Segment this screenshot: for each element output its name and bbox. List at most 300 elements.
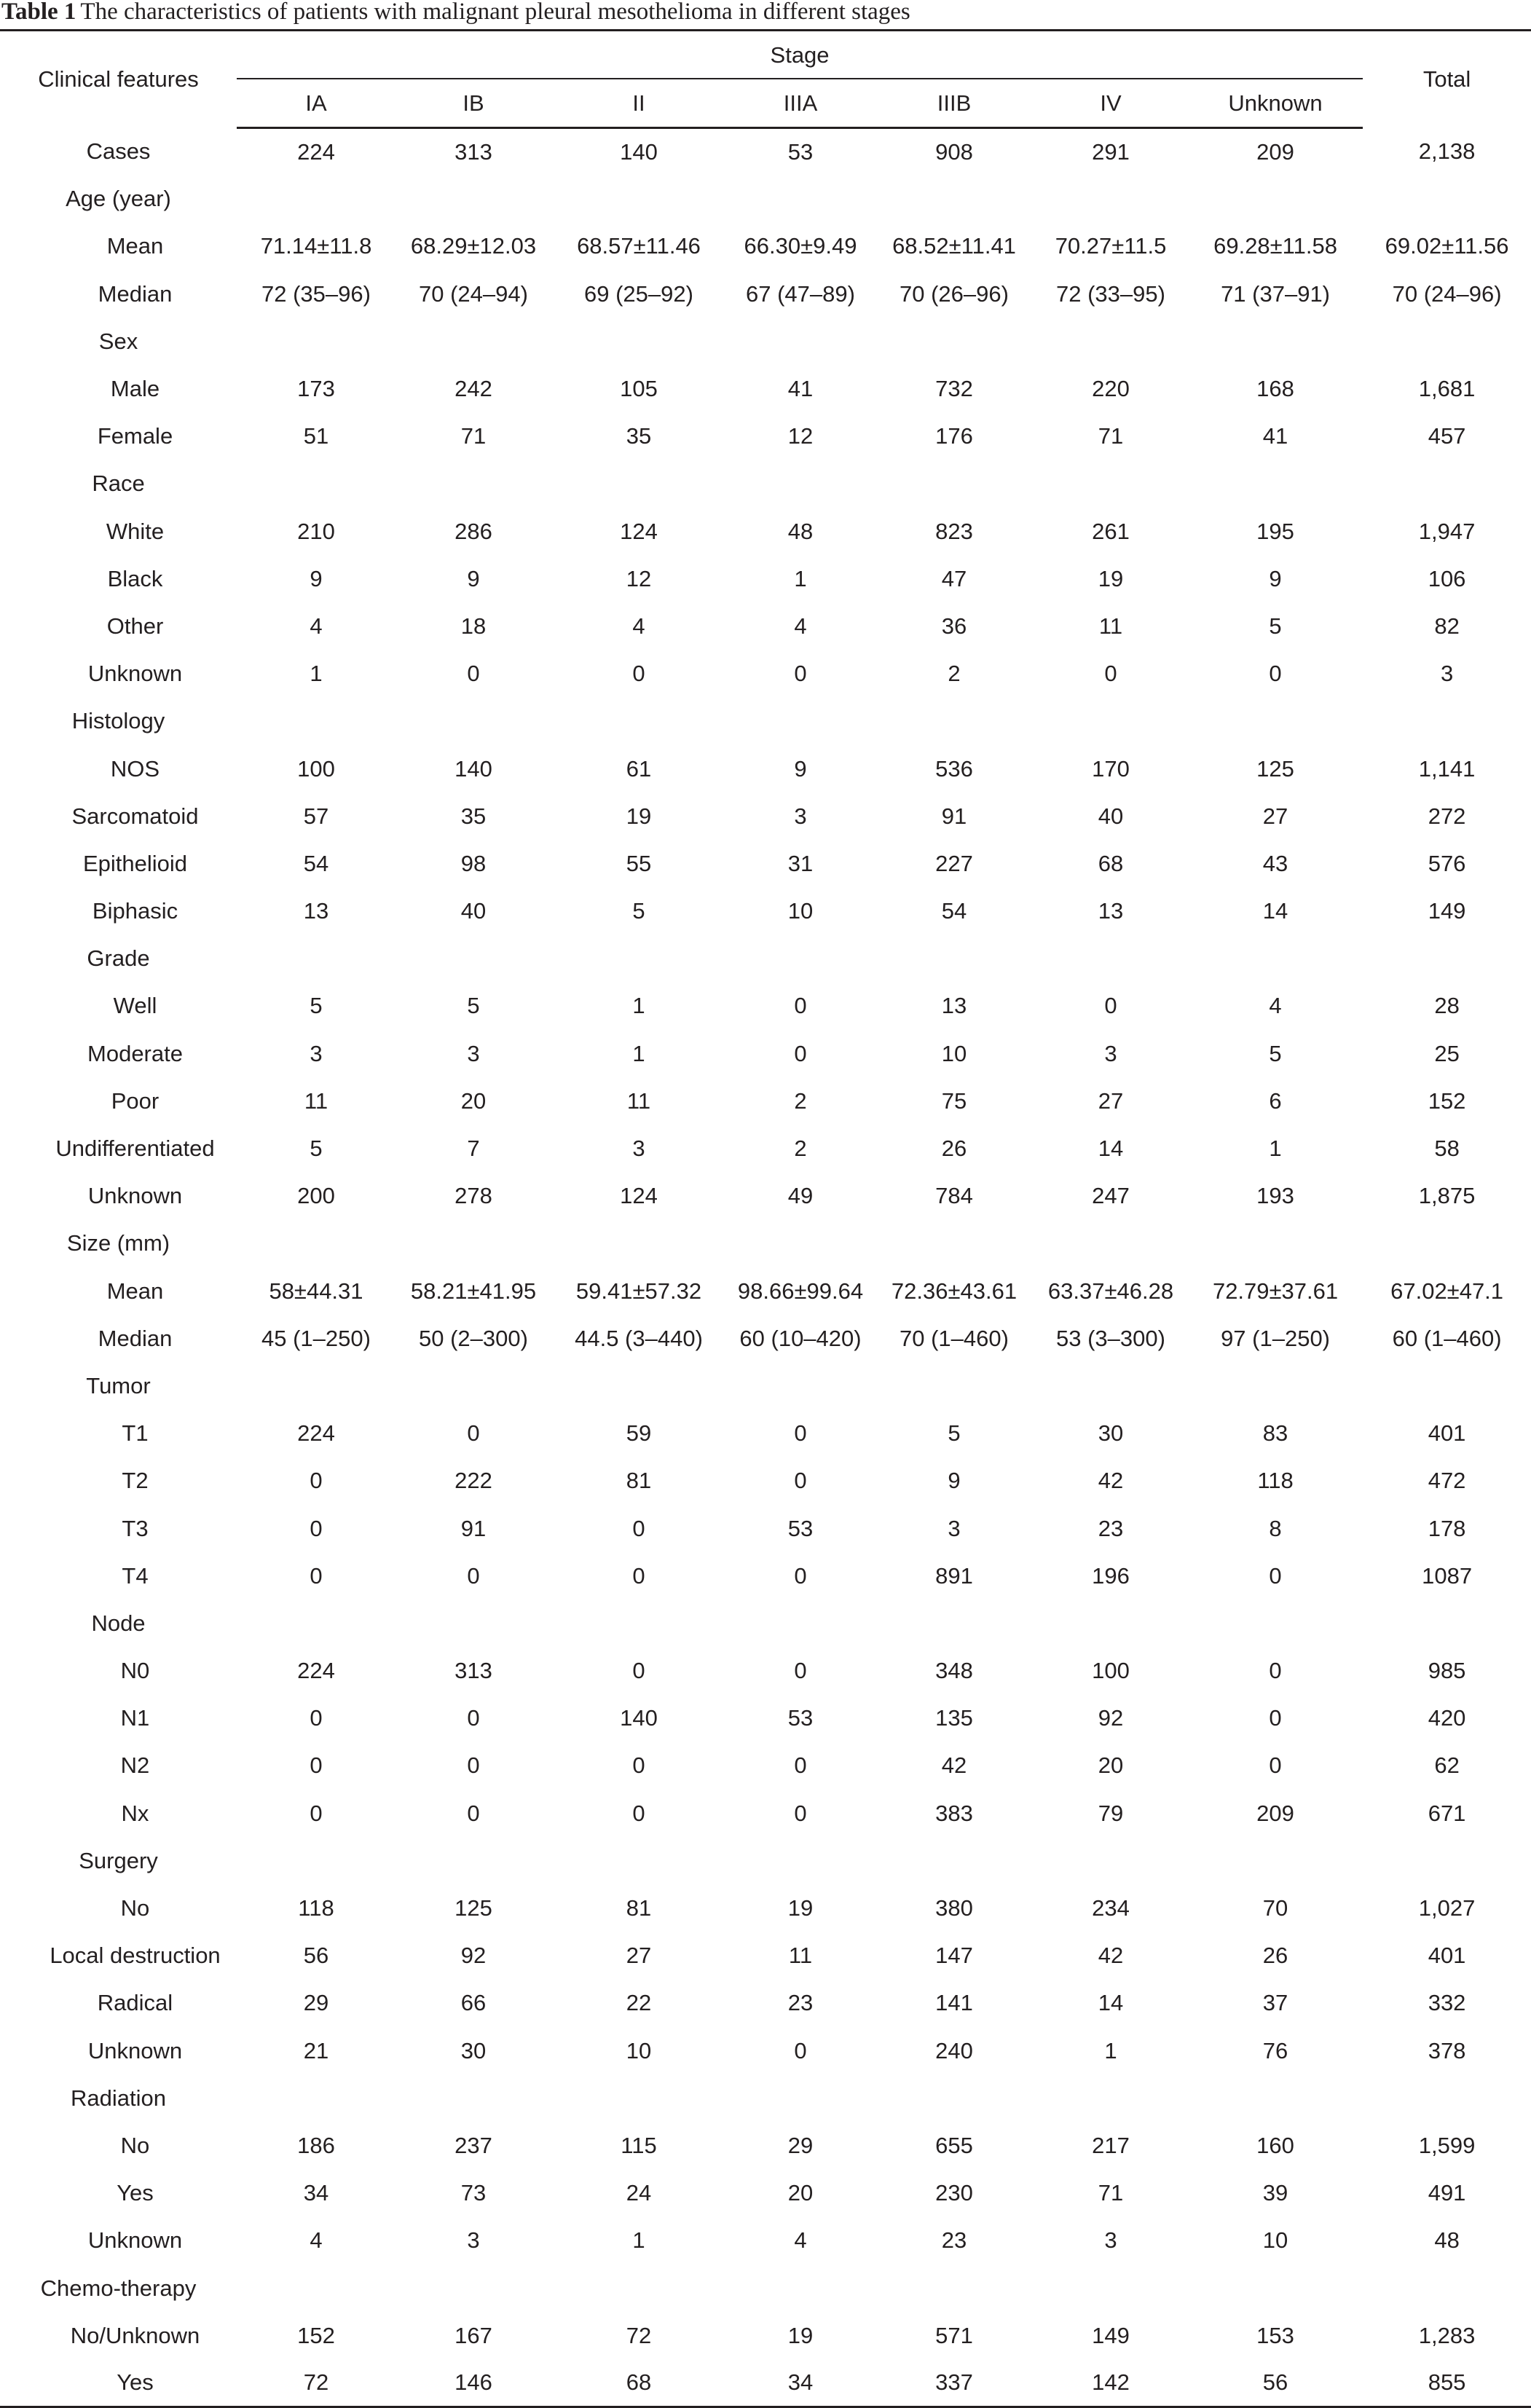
row-sublabel: Unknown — [87, 2227, 183, 2254]
cell-iiib: 176 — [935, 423, 973, 449]
table-row — [0, 1884, 1531, 1932]
cell-ia: 29 — [303, 1990, 329, 2016]
table-row — [0, 650, 1531, 698]
cell-total: 272 — [1428, 803, 1466, 829]
cell-iiib: 10 — [941, 1040, 967, 1066]
cell-iiib — [875, 1837, 1034, 1884]
cell-ii: 10 — [626, 2037, 652, 2063]
row-category-label: Cases — [86, 138, 151, 165]
cell-iv: 71 — [1098, 423, 1124, 449]
total-column-header: Total — [1422, 66, 1471, 93]
cell-iiia: 0 — [794, 1658, 807, 1684]
cell-unknown: 0 — [1269, 1562, 1282, 1589]
cell-total: 3 — [1440, 661, 1454, 687]
cell-iiia: 67 (47–89) — [746, 280, 855, 307]
cell-total — [1363, 2265, 1531, 2312]
cell-ia: 200 — [297, 1183, 335, 1209]
row-sublabel: Mean — [106, 233, 164, 259]
table-row — [0, 555, 1531, 602]
cell-ii: 140 — [620, 138, 658, 165]
cell-total: 69.02±11.56 — [1385, 233, 1509, 259]
cell-ii: 24 — [626, 2180, 652, 2206]
cell-iiib: 75 — [941, 1087, 967, 1114]
row-sublabel: T1 — [122, 1420, 149, 1447]
cell-unknown: 0 — [1269, 1658, 1282, 1684]
cell-ia: 54 — [303, 850, 329, 876]
cell-ib — [395, 1837, 551, 1884]
cell-iiia: 4 — [794, 613, 807, 639]
cell-ii: 68.57±11.46 — [577, 233, 701, 259]
cell-iiib — [875, 1362, 1034, 1409]
cell-unknown: 0 — [1269, 1752, 1282, 1779]
cell-iiib: 655 — [935, 2132, 973, 2158]
cell-iiib: 135 — [935, 1705, 973, 1731]
stage-header-iiib: IIIB — [875, 79, 1034, 128]
cell-ib: 3 — [467, 2227, 480, 2254]
cell-unknown: 118 — [1257, 1468, 1294, 1494]
cell-total — [1363, 2074, 1531, 2122]
cell-total: 1,681 — [1418, 376, 1476, 402]
cell-iiib — [875, 318, 1034, 365]
cell-ii — [551, 318, 726, 365]
cell-unknown — [1188, 2074, 1363, 2122]
table-row — [0, 935, 1531, 983]
header-row-group — [0, 31, 1531, 80]
row-sublabel: Male — [110, 376, 160, 402]
row-category-label: Age (year) — [66, 186, 171, 212]
cell-iiia — [726, 1837, 875, 1884]
table-row — [0, 1648, 1531, 1695]
cell-unknown: 72.79±37.61 — [1212, 1278, 1339, 1304]
cell-iiib: 3 — [948, 1515, 961, 1541]
table-body — [0, 128, 1531, 2407]
cell-iv: 3 — [1104, 2227, 1117, 2254]
cell-iiia: 0 — [794, 993, 807, 1019]
cell-iiia: 48 — [787, 518, 814, 544]
cell-total: 378 — [1428, 2037, 1466, 2063]
cell-ii — [551, 698, 726, 745]
table-row — [0, 2217, 1531, 2265]
cell-iv: 23 — [1098, 1515, 1124, 1541]
cell-iiia: 9 — [794, 755, 807, 782]
cell-total: 28 — [1434, 993, 1460, 1019]
row-sublabel: Nx — [121, 1800, 149, 1826]
cell-iiia: 41 — [787, 376, 814, 402]
cell-iv: 247 — [1092, 1183, 1130, 1209]
cell-unknown — [1188, 1220, 1363, 1267]
cell-ib: 313 — [454, 138, 492, 165]
cell-unknown: 83 — [1262, 1420, 1288, 1447]
cell-ib — [395, 460, 551, 508]
cell-ii: 4 — [632, 613, 645, 639]
cell-total — [1363, 1220, 1531, 1267]
table-row — [0, 983, 1531, 1030]
cell-ib: 5 — [467, 993, 480, 1019]
row-sublabel: Median — [98, 1325, 173, 1351]
cell-iv — [1034, 1362, 1188, 1409]
cell-total: 472 — [1428, 1468, 1466, 1494]
cell-total: 60 (1–460) — [1392, 1325, 1502, 1351]
cell-unknown — [1188, 2265, 1363, 2312]
row-sublabel: Unknown — [87, 2037, 183, 2063]
cell-ia: 72 (35–96) — [261, 280, 371, 307]
cell-ib: 125 — [454, 1895, 492, 1921]
cell-ib: 71 — [460, 423, 487, 449]
row-category-label: Race — [92, 471, 145, 497]
cell-iiia: 0 — [794, 1420, 807, 1447]
cell-ii: 59.41±57.32 — [575, 1278, 702, 1304]
cell-iiia: 10 — [787, 898, 814, 924]
cell-unknown: 195 — [1256, 518, 1294, 544]
cell-iiia: 0 — [794, 1468, 807, 1494]
cell-ii — [551, 1600, 726, 1647]
cell-iiib: 240 — [935, 2037, 973, 2063]
cell-ii: 19 — [626, 803, 652, 829]
cell-iv: 149 — [1092, 2322, 1130, 2348]
cell-ii: 3 — [632, 1136, 645, 1162]
cell-unknown: 56 — [1262, 2369, 1288, 2396]
cell-total: 152 — [1428, 1087, 1466, 1114]
cell-iiia — [726, 460, 875, 508]
cell-unknown: 26 — [1262, 1943, 1288, 1969]
cell-ii: 140 — [620, 1705, 658, 1731]
cell-ib: 313 — [454, 1658, 492, 1684]
cell-unknown: 76 — [1262, 2037, 1288, 2063]
cell-iv: 100 — [1092, 1658, 1130, 1684]
row-sublabel: N2 — [120, 1752, 150, 1779]
cell-ia — [237, 935, 395, 983]
cell-ii: 124 — [620, 1183, 658, 1209]
cell-total: 1,027 — [1418, 1895, 1476, 1921]
cell-ib — [395, 1362, 551, 1409]
cell-total: 855 — [1428, 2369, 1466, 2396]
cell-iiia: 2 — [794, 1136, 807, 1162]
table-row — [0, 508, 1531, 555]
cell-unknown: 193 — [1256, 1183, 1294, 1209]
cell-ib: 50 (2–300) — [419, 1325, 528, 1351]
cell-iv — [1034, 318, 1188, 365]
cell-iiib: 91 — [941, 803, 967, 829]
cell-iiib: 26 — [941, 1136, 967, 1162]
cell-ii: 5 — [632, 898, 645, 924]
cell-ib: 70 (24–94) — [419, 280, 528, 307]
table-row — [0, 2170, 1531, 2217]
cell-ib: 73 — [460, 2180, 487, 2206]
cell-ii: 61 — [626, 755, 652, 782]
cell-unknown: 5 — [1269, 1040, 1282, 1066]
cell-ii — [551, 176, 726, 223]
row-sublabel: Undifferentiated — [55, 1136, 215, 1162]
cell-unknown: 10 — [1262, 2227, 1288, 2254]
cell-ii: 115 — [621, 2132, 657, 2158]
cell-ib: 286 — [454, 518, 492, 544]
row-sublabel: Unknown — [87, 1183, 183, 1209]
cell-total: 106 — [1428, 565, 1466, 591]
row-sublabel: N1 — [120, 1705, 150, 1731]
table-row — [0, 1600, 1531, 1647]
cell-total — [1363, 1600, 1531, 1647]
cell-iv: 261 — [1092, 518, 1130, 544]
cell-total: 67.02±47.1 — [1390, 1278, 1504, 1304]
row-sublabel: NOS — [110, 755, 160, 782]
table-row — [0, 1695, 1531, 1742]
cell-iiib: 54 — [941, 898, 967, 924]
table-row — [0, 2265, 1531, 2312]
cell-iv: 71 — [1098, 2180, 1124, 2206]
cell-ib: 278 — [454, 1183, 492, 1209]
cell-iiia: 53 — [787, 1515, 814, 1541]
table-row — [0, 1742, 1531, 1790]
cell-ib: 40 — [460, 898, 487, 924]
row-category-label: Grade — [87, 945, 150, 972]
cell-iiib: 891 — [935, 1562, 973, 1589]
cell-unknown: 209 — [1256, 1800, 1294, 1826]
cell-iv: 72 (33–95) — [1056, 280, 1165, 307]
row-sublabel: Moderate — [87, 1040, 183, 1066]
cell-total — [1363, 698, 1531, 745]
cell-ia: 0 — [310, 1515, 323, 1541]
cell-iiib: 72.36±43.61 — [891, 1278, 1018, 1304]
cell-ia: 9 — [310, 565, 323, 591]
cell-iv — [1034, 1600, 1188, 1647]
cell-ib: 146 — [454, 2369, 492, 2396]
cell-ia: 224 — [297, 1420, 335, 1447]
cell-iiib: 348 — [935, 1658, 973, 1684]
table-row — [0, 2359, 1531, 2407]
cell-iv: 13 — [1098, 898, 1124, 924]
cell-iv: 142 — [1092, 2369, 1130, 2396]
cell-ib: 242 — [454, 376, 492, 402]
cell-iiia — [726, 2265, 875, 2312]
cell-iv: 196 — [1092, 1562, 1130, 1589]
cell-iiib: 908 — [935, 138, 973, 165]
cell-ib: 3 — [467, 1040, 480, 1066]
cell-ib — [395, 2265, 551, 2312]
cell-unknown — [1188, 1600, 1363, 1647]
cell-ia: 186 — [297, 2132, 335, 2158]
cell-iv: 63.37±46.28 — [1047, 1278, 1174, 1304]
cell-total: 58 — [1434, 1136, 1460, 1162]
cell-unknown: 39 — [1262, 2180, 1288, 2206]
cell-ii: 105 — [620, 376, 658, 402]
table-row — [0, 888, 1531, 935]
cell-ia — [237, 1362, 395, 1409]
row-category-label: Tumor — [86, 1372, 151, 1398]
cell-ia: 3 — [310, 1040, 323, 1066]
cell-ia — [237, 2074, 395, 2122]
row-sublabel: T2 — [122, 1468, 149, 1494]
table-row — [0, 1552, 1531, 1600]
table-row — [0, 413, 1531, 460]
cell-total: 1087 — [1422, 1562, 1473, 1589]
cell-iv: 0 — [1104, 993, 1117, 1019]
table-caption — [1, 0, 910, 29]
row-sublabel: No — [120, 2132, 150, 2158]
cell-total: 1,283 — [1418, 2322, 1476, 2348]
cell-ia: 224 — [297, 1658, 335, 1684]
cell-total — [1363, 318, 1531, 365]
row-category-label: Sex — [98, 328, 138, 354]
cell-total: 2,138 — [1418, 138, 1476, 165]
row-sublabel: T3 — [122, 1515, 149, 1541]
cell-ia: 21 — [303, 2037, 329, 2063]
cell-ii — [551, 1837, 726, 1884]
cell-ia: 5 — [310, 993, 323, 1019]
row-sublabel: Mean — [106, 1278, 164, 1304]
table-row — [0, 745, 1531, 792]
cell-iiia — [726, 1220, 875, 1267]
cell-iv — [1034, 1837, 1188, 1884]
cell-ib — [395, 176, 551, 223]
cell-ia: 34 — [303, 2180, 329, 2206]
cell-ii: 124 — [620, 518, 658, 544]
cell-ia: 4 — [310, 2227, 323, 2254]
cell-total: 332 — [1428, 1990, 1466, 2016]
table-row — [0, 128, 1531, 176]
cell-iiib — [875, 1220, 1034, 1267]
row-sublabel: Local destruction — [50, 1943, 221, 1969]
row-sublabel: Radical — [97, 1990, 173, 2016]
cell-ii — [551, 935, 726, 983]
cell-ii: 44.5 (3–440) — [575, 1325, 703, 1351]
cell-ia — [237, 1220, 395, 1267]
stage-group-header: Stage — [237, 31, 1363, 80]
row-category-label: Size (mm) — [66, 1230, 170, 1256]
cell-total: 401 — [1428, 1420, 1466, 1447]
cell-ia — [237, 1837, 395, 1884]
cell-iiia: 19 — [787, 2322, 814, 2348]
cell-unknown — [1188, 1362, 1363, 1409]
cell-unknown — [1188, 460, 1363, 508]
table-row — [0, 2074, 1531, 2122]
cell-unknown: 168 — [1256, 376, 1294, 402]
table-row — [0, 792, 1531, 840]
cell-total: 671 — [1428, 1800, 1466, 1826]
cell-iv: 40 — [1098, 803, 1124, 829]
cell-iiib: 141 — [935, 1990, 973, 2016]
cell-iv: 79 — [1098, 1800, 1124, 1826]
row-sublabel: Female — [97, 423, 173, 449]
table-row — [0, 176, 1531, 223]
cell-iv: 68 — [1098, 850, 1124, 876]
cell-iv: 234 — [1092, 1895, 1130, 1921]
table-row — [0, 223, 1531, 270]
cell-unknown: 9 — [1269, 565, 1282, 591]
cell-ii: 0 — [632, 1752, 645, 1779]
cell-ib: 222 — [454, 1468, 492, 1494]
cell-total: 401 — [1428, 1943, 1466, 1969]
cell-total: 457 — [1428, 423, 1466, 449]
cell-ib: 18 — [460, 613, 487, 639]
caption-label: Table 1 — [1, 0, 76, 25]
cell-total: 491 — [1428, 2180, 1466, 2206]
cell-ia: 0 — [310, 1752, 323, 1779]
cell-total: 48 — [1434, 2227, 1460, 2254]
cell-ib: 58.21±41.95 — [410, 1278, 537, 1304]
cell-ib: 167 — [454, 2322, 492, 2348]
cell-unknown: 125 — [1256, 755, 1294, 782]
table-row — [0, 1030, 1531, 1077]
cell-ib: 0 — [467, 1562, 480, 1589]
cell-iiib — [875, 935, 1034, 983]
cell-ii: 11 — [626, 1087, 651, 1114]
table-row — [0, 1077, 1531, 1125]
cell-total — [1363, 176, 1531, 223]
cell-iiia: 12 — [787, 423, 814, 449]
cell-ii: 81 — [626, 1468, 652, 1494]
stage-header-unknown: Unknown — [1188, 79, 1363, 128]
cell-iv: 11 — [1098, 613, 1123, 639]
cell-ii — [551, 2074, 726, 2122]
cell-unknown: 70 — [1262, 1895, 1288, 1921]
cell-iv — [1034, 1220, 1188, 1267]
cell-unknown: 14 — [1262, 898, 1288, 924]
cell-ia: 4 — [310, 613, 323, 639]
cell-ii: 55 — [626, 850, 652, 876]
table-row — [0, 1457, 1531, 1505]
cell-iiia: 53 — [787, 1705, 814, 1731]
cell-ia: 13 — [303, 898, 329, 924]
cell-unknown — [1188, 1837, 1363, 1884]
cell-total: 25 — [1434, 1040, 1460, 1066]
cell-total: 82 — [1434, 613, 1460, 639]
cell-iv: 291 — [1092, 138, 1130, 165]
cell-ia — [237, 460, 395, 508]
cell-ib: 30 — [460, 2037, 487, 2063]
cell-iiib: 2 — [948, 661, 961, 687]
table-header — [0, 31, 1531, 128]
cell-ii — [551, 2265, 726, 2312]
cell-total — [1363, 935, 1531, 983]
cell-iiib: 380 — [935, 1895, 973, 1921]
cell-ii: 27 — [626, 1943, 652, 1969]
table-row — [0, 460, 1531, 508]
characteristics-table — [0, 29, 1531, 2408]
cell-iv: 14 — [1098, 1990, 1124, 2016]
cell-ib: 0 — [467, 1752, 480, 1779]
cell-ia: 51 — [303, 423, 329, 449]
cell-ii: 69 (25–92) — [584, 280, 693, 307]
cell-ii — [551, 1220, 726, 1267]
cell-unknown: 0 — [1269, 661, 1282, 687]
cell-iiia — [726, 935, 875, 983]
table-row — [0, 1267, 1531, 1315]
cell-iiia: 11 — [788, 1943, 813, 1969]
cell-ia — [237, 318, 395, 365]
cell-ia: 0 — [310, 1562, 323, 1589]
row-sublabel: Median — [98, 280, 173, 307]
cell-ii: 1 — [632, 993, 645, 1019]
cell-total: 576 — [1428, 850, 1466, 876]
cell-iv: 42 — [1098, 1468, 1124, 1494]
cell-ib — [395, 2074, 551, 2122]
cell-unknown: 41 — [1262, 423, 1288, 449]
cell-unknown: 43 — [1262, 850, 1288, 876]
table-row — [0, 1220, 1531, 1267]
cell-ia: 0 — [310, 1800, 323, 1826]
cell-total: 1,947 — [1418, 518, 1476, 544]
cell-iiib — [875, 176, 1034, 223]
cell-ia: 0 — [310, 1705, 323, 1731]
row-sublabel: Biphasic — [92, 898, 178, 924]
cell-iiia: 0 — [794, 1040, 807, 1066]
cell-iiib: 23 — [941, 2227, 967, 2254]
cell-iiia: 66.30±9.49 — [744, 233, 857, 259]
cell-iv: 20 — [1098, 1752, 1124, 1779]
table-row — [0, 698, 1531, 745]
row-category-label: Histology — [71, 708, 165, 734]
cell-unknown: 69.28±11.58 — [1213, 233, 1337, 259]
